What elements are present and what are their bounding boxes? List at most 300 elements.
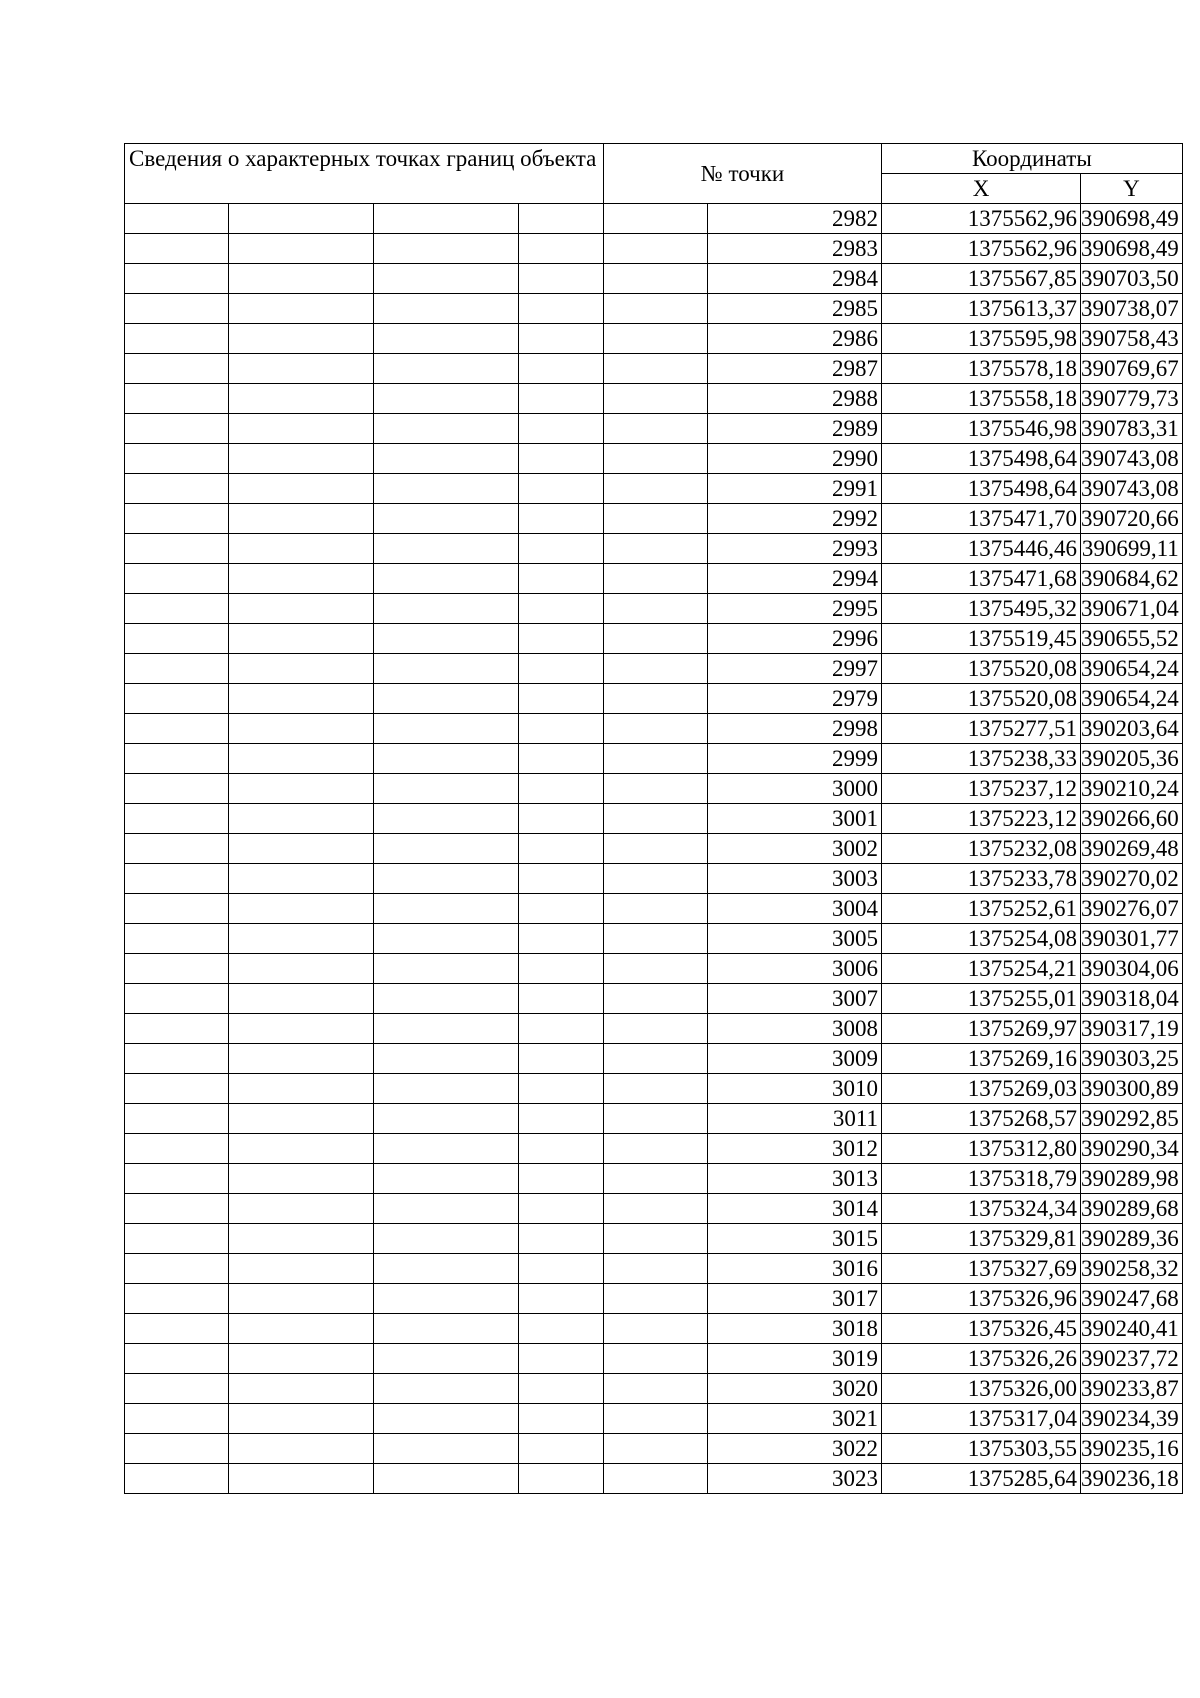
y-coordinate-cell: 390654,24 xyxy=(1081,654,1183,684)
point-number-cell: 2999 xyxy=(708,744,882,774)
empty-cell xyxy=(125,804,229,834)
table-row xyxy=(125,234,1183,264)
empty-cell xyxy=(519,534,604,564)
empty-cell xyxy=(229,1464,374,1494)
empty-cell xyxy=(229,654,374,684)
table-row xyxy=(125,1254,1183,1284)
y-coordinate-cell: 390703,50 xyxy=(1081,264,1183,294)
x-coordinate-cell: 1375567,85 xyxy=(882,264,1081,294)
table-row xyxy=(125,984,1183,1014)
y-coordinate-cell: 390235,16 xyxy=(1081,1434,1183,1464)
point-number-cell: 3019 xyxy=(708,1344,882,1374)
empty-cell xyxy=(229,1224,374,1254)
table-row xyxy=(125,594,1183,624)
table-row xyxy=(125,804,1183,834)
table-row xyxy=(125,894,1183,924)
empty-cell xyxy=(374,504,519,534)
empty-cell xyxy=(125,594,229,624)
empty-cell xyxy=(604,594,708,624)
empty-cell xyxy=(374,1254,519,1284)
y-coordinate-cell: 390290,34 xyxy=(1081,1134,1183,1164)
x-coordinate-cell: 1375558,18 xyxy=(882,384,1081,414)
y-coordinate-cell: 390205,36 xyxy=(1081,744,1183,774)
table-row xyxy=(125,774,1183,804)
empty-cell xyxy=(229,1014,374,1044)
empty-cell xyxy=(229,264,374,294)
empty-cell xyxy=(604,834,708,864)
empty-cell xyxy=(125,1224,229,1254)
empty-cell xyxy=(604,1164,708,1194)
y-coordinate-cell: 390269,48 xyxy=(1081,834,1183,864)
y-coordinate-cell: 390289,36 xyxy=(1081,1224,1183,1254)
x-coordinate-cell: 1375519,45 xyxy=(882,624,1081,654)
empty-cell xyxy=(604,354,708,384)
empty-cell xyxy=(374,414,519,444)
empty-cell xyxy=(374,444,519,474)
table-row xyxy=(125,1074,1183,1104)
empty-cell xyxy=(229,234,374,264)
x-coordinate-cell: 1375303,55 xyxy=(882,1434,1081,1464)
empty-cell xyxy=(125,1404,229,1434)
empty-cell xyxy=(125,264,229,294)
empty-cell xyxy=(229,324,374,354)
empty-cell xyxy=(125,654,229,684)
coordinates-table xyxy=(124,143,1183,1494)
point-number-cell: 2986 xyxy=(708,324,882,354)
empty-cell xyxy=(125,504,229,534)
empty-cell xyxy=(125,1164,229,1194)
empty-cell xyxy=(604,1074,708,1104)
empty-cell xyxy=(604,744,708,774)
empty-cell xyxy=(519,204,604,234)
point-number-cell: 3000 xyxy=(708,774,882,804)
empty-cell xyxy=(519,1314,604,1344)
empty-cell xyxy=(229,204,374,234)
empty-cell xyxy=(604,534,708,564)
x-coordinate-cell: 1375312,80 xyxy=(882,1134,1081,1164)
point-number-cell: 3013 xyxy=(708,1164,882,1194)
empty-cell xyxy=(519,564,604,594)
empty-cell xyxy=(229,1374,374,1404)
table-row xyxy=(125,1194,1183,1224)
empty-cell xyxy=(604,474,708,504)
empty-cell xyxy=(125,234,229,264)
empty-cell xyxy=(125,354,229,384)
empty-cell xyxy=(604,264,708,294)
empty-cell xyxy=(519,1044,604,1074)
point-number-cell: 3002 xyxy=(708,834,882,864)
empty-cell xyxy=(374,354,519,384)
empty-cell xyxy=(519,984,604,1014)
empty-cell xyxy=(125,1014,229,1044)
empty-cell xyxy=(125,924,229,954)
empty-cell xyxy=(229,954,374,984)
empty-cell xyxy=(519,264,604,294)
point-number-cell: 3006 xyxy=(708,954,882,984)
y-coordinate-cell: 390266,60 xyxy=(1081,804,1183,834)
empty-cell xyxy=(604,1434,708,1464)
point-number-cell: 3007 xyxy=(708,984,882,1014)
x-coordinate-cell: 1375255,01 xyxy=(882,984,1081,1014)
point-number-cell: 3008 xyxy=(708,1014,882,1044)
empty-cell xyxy=(604,714,708,744)
x-coordinate-cell: 1375578,18 xyxy=(882,354,1081,384)
empty-cell xyxy=(519,444,604,474)
empty-cell xyxy=(229,534,374,564)
x-coordinate-cell: 1375329,81 xyxy=(882,1224,1081,1254)
empty-cell xyxy=(229,984,374,1014)
coordinates-table-body xyxy=(125,204,1183,1494)
point-number-cell: 3009 xyxy=(708,1044,882,1074)
table-row xyxy=(125,1434,1183,1464)
table-row xyxy=(125,714,1183,744)
empty-cell xyxy=(374,1284,519,1314)
empty-cell xyxy=(519,1464,604,1494)
empty-cell xyxy=(229,504,374,534)
table-row xyxy=(125,1044,1183,1074)
x-coordinate-cell: 1375317,04 xyxy=(882,1404,1081,1434)
empty-cell xyxy=(125,414,229,444)
empty-cell xyxy=(604,234,708,264)
empty-cell xyxy=(374,1374,519,1404)
empty-cell xyxy=(519,744,604,774)
table-row xyxy=(125,954,1183,984)
y-coordinate-cell: 390289,98 xyxy=(1081,1164,1183,1194)
empty-cell xyxy=(125,774,229,804)
empty-cell xyxy=(519,624,604,654)
y-coordinate-cell: 390276,07 xyxy=(1081,894,1183,924)
empty-cell xyxy=(229,1134,374,1164)
point-number-cell: 3010 xyxy=(708,1074,882,1104)
x-coordinate-cell: 1375269,16 xyxy=(882,1044,1081,1074)
table-row xyxy=(125,684,1183,714)
point-number-cell: 3022 xyxy=(708,1434,882,1464)
x-coordinate-cell: 1375498,64 xyxy=(882,474,1081,504)
x-coordinate-cell: 1375546,98 xyxy=(882,414,1081,444)
empty-cell xyxy=(519,864,604,894)
table-row xyxy=(125,744,1183,774)
empty-cell xyxy=(519,1374,604,1404)
empty-cell xyxy=(374,864,519,894)
empty-cell xyxy=(374,1344,519,1374)
table-row xyxy=(125,474,1183,504)
empty-cell xyxy=(519,1284,604,1314)
table-row xyxy=(125,414,1183,444)
point-number-cell: 2992 xyxy=(708,504,882,534)
table-row xyxy=(125,384,1183,414)
empty-cell xyxy=(374,1224,519,1254)
empty-cell xyxy=(125,444,229,474)
table-row xyxy=(125,1014,1183,1044)
empty-cell xyxy=(229,564,374,594)
table-row xyxy=(125,1404,1183,1434)
y-coordinate-cell: 390671,04 xyxy=(1081,594,1183,624)
empty-cell xyxy=(125,894,229,924)
table-row xyxy=(125,444,1183,474)
y-coordinate-cell: 390699,11 xyxy=(1081,534,1183,564)
empty-cell xyxy=(604,894,708,924)
x-coordinate-cell: 1375498,64 xyxy=(882,444,1081,474)
table-row xyxy=(125,294,1183,324)
x-coordinate-cell: 1375471,68 xyxy=(882,564,1081,594)
table-row xyxy=(125,834,1183,864)
y-coordinate-cell: 390233,87 xyxy=(1081,1374,1183,1404)
y-coordinate-cell: 390203,64 xyxy=(1081,714,1183,744)
point-number-cell: 2983 xyxy=(708,234,882,264)
table-row xyxy=(125,534,1183,564)
table-row xyxy=(125,324,1183,354)
empty-cell xyxy=(519,684,604,714)
empty-cell xyxy=(604,774,708,804)
empty-cell xyxy=(519,654,604,684)
empty-cell xyxy=(519,594,604,624)
x-coordinate-cell: 1375446,46 xyxy=(882,534,1081,564)
empty-cell xyxy=(374,1074,519,1104)
x-coordinate-cell: 1375254,21 xyxy=(882,954,1081,984)
x-coordinate-cell: 1375277,51 xyxy=(882,714,1081,744)
x-coordinate-cell: 1375238,33 xyxy=(882,744,1081,774)
table-row xyxy=(125,564,1183,594)
empty-cell xyxy=(229,744,374,774)
empty-cell xyxy=(604,324,708,354)
y-coordinate-cell: 390769,67 xyxy=(1081,354,1183,384)
empty-cell xyxy=(604,804,708,834)
table-row xyxy=(125,504,1183,534)
empty-cell xyxy=(519,234,604,264)
empty-cell xyxy=(125,744,229,774)
empty-cell xyxy=(519,1014,604,1044)
point-number-cell: 3021 xyxy=(708,1404,882,1434)
empty-cell xyxy=(519,354,604,384)
empty-cell xyxy=(125,474,229,504)
y-coordinate-cell: 390684,62 xyxy=(1081,564,1183,594)
x-coordinate-cell: 1375595,98 xyxy=(882,324,1081,354)
empty-cell xyxy=(604,504,708,534)
empty-cell xyxy=(229,624,374,654)
empty-cell xyxy=(374,474,519,504)
point-number-cell: 2982 xyxy=(708,204,882,234)
empty-cell xyxy=(519,1104,604,1134)
x-coordinate-cell: 1375237,12 xyxy=(882,774,1081,804)
empty-cell xyxy=(519,1344,604,1374)
empty-cell xyxy=(125,1464,229,1494)
empty-cell xyxy=(374,1434,519,1464)
x-coordinate-cell: 1375285,64 xyxy=(882,1464,1081,1494)
empty-cell xyxy=(604,1194,708,1224)
empty-cell xyxy=(374,684,519,714)
y-coordinate-cell: 390303,25 xyxy=(1081,1044,1183,1074)
y-coordinate-cell: 390738,07 xyxy=(1081,294,1183,324)
empty-cell xyxy=(374,894,519,924)
point-number-cell: 3016 xyxy=(708,1254,882,1284)
empty-cell xyxy=(125,1194,229,1224)
point-number-cell: 2995 xyxy=(708,594,882,624)
empty-cell xyxy=(229,1314,374,1344)
empty-cell xyxy=(604,984,708,1014)
empty-cell xyxy=(604,1104,708,1134)
point-number-cell: 3023 xyxy=(708,1464,882,1494)
empty-cell xyxy=(519,804,604,834)
empty-cell xyxy=(374,1464,519,1494)
empty-cell xyxy=(604,1224,708,1254)
table-row xyxy=(125,1344,1183,1374)
empty-cell xyxy=(374,1014,519,1044)
y-column-header: Y xyxy=(1081,174,1183,204)
y-coordinate-cell: 390743,08 xyxy=(1081,444,1183,474)
empty-cell xyxy=(519,1074,604,1104)
x-coordinate-cell: 1375268,57 xyxy=(882,1104,1081,1134)
empty-cell xyxy=(229,1104,374,1134)
empty-cell xyxy=(604,444,708,474)
point-number-header: № точки xyxy=(604,144,882,204)
empty-cell xyxy=(125,1134,229,1164)
x-coordinate-cell: 1375562,96 xyxy=(882,234,1081,264)
empty-cell xyxy=(374,924,519,954)
empty-cell xyxy=(374,324,519,354)
empty-cell xyxy=(374,204,519,234)
point-number-cell: 2998 xyxy=(708,714,882,744)
y-coordinate-cell: 390758,43 xyxy=(1081,324,1183,354)
x-coordinate-cell: 1375254,08 xyxy=(882,924,1081,954)
empty-cell xyxy=(125,954,229,984)
empty-cell xyxy=(125,534,229,564)
empty-cell xyxy=(519,1164,604,1194)
x-coordinate-cell: 1375327,69 xyxy=(882,1254,1081,1284)
y-coordinate-cell: 390210,24 xyxy=(1081,774,1183,804)
empty-cell xyxy=(604,1284,708,1314)
empty-cell xyxy=(229,1254,374,1284)
coordinates-header: Координаты xyxy=(882,144,1183,174)
y-coordinate-cell: 390240,41 xyxy=(1081,1314,1183,1344)
empty-cell xyxy=(229,774,374,804)
empty-cell xyxy=(604,384,708,414)
empty-cell xyxy=(229,714,374,744)
empty-cell xyxy=(519,714,604,744)
y-coordinate-cell: 390270,02 xyxy=(1081,864,1183,894)
empty-cell xyxy=(229,444,374,474)
empty-cell xyxy=(604,684,708,714)
point-number-cell: 3011 xyxy=(708,1104,882,1134)
table-row xyxy=(125,1284,1183,1314)
empty-cell xyxy=(125,1284,229,1314)
empty-cell xyxy=(229,804,374,834)
empty-cell xyxy=(604,414,708,444)
empty-cell xyxy=(519,324,604,354)
point-number-cell: 2994 xyxy=(708,564,882,594)
empty-cell xyxy=(374,954,519,984)
x-coordinate-cell: 1375562,96 xyxy=(882,204,1081,234)
y-coordinate-cell: 390720,66 xyxy=(1081,504,1183,534)
y-coordinate-cell: 390698,49 xyxy=(1081,204,1183,234)
empty-cell xyxy=(229,864,374,894)
empty-cell xyxy=(604,864,708,894)
point-number-cell: 2997 xyxy=(708,654,882,684)
y-coordinate-cell: 390237,72 xyxy=(1081,1344,1183,1374)
table-row xyxy=(125,1224,1183,1254)
y-coordinate-cell: 390247,68 xyxy=(1081,1284,1183,1314)
empty-cell xyxy=(519,1254,604,1284)
empty-cell xyxy=(519,894,604,924)
empty-cell xyxy=(374,984,519,1014)
empty-cell xyxy=(604,564,708,594)
table-row xyxy=(125,204,1183,234)
y-coordinate-cell: 390743,08 xyxy=(1081,474,1183,504)
y-coordinate-cell: 390654,24 xyxy=(1081,684,1183,714)
point-number-cell: 2989 xyxy=(708,414,882,444)
empty-cell xyxy=(374,714,519,744)
y-coordinate-cell: 390236,18 xyxy=(1081,1464,1183,1494)
empty-cell xyxy=(374,654,519,684)
table-row xyxy=(125,1464,1183,1494)
empty-cell xyxy=(125,624,229,654)
empty-cell xyxy=(374,594,519,624)
empty-cell xyxy=(519,1134,604,1164)
empty-cell xyxy=(125,1344,229,1374)
empty-cell xyxy=(374,1164,519,1194)
table-row xyxy=(125,264,1183,294)
y-coordinate-cell: 390318,04 xyxy=(1081,984,1183,1014)
empty-cell xyxy=(125,294,229,324)
empty-cell xyxy=(125,1044,229,1074)
empty-cell xyxy=(604,1044,708,1074)
empty-cell xyxy=(604,1314,708,1344)
empty-cell xyxy=(125,714,229,744)
point-number-cell: 2991 xyxy=(708,474,882,504)
empty-cell xyxy=(519,384,604,414)
empty-cell xyxy=(229,1404,374,1434)
y-coordinate-cell: 390301,77 xyxy=(1081,924,1183,954)
point-number-cell: 2988 xyxy=(708,384,882,414)
x-column-header: X xyxy=(882,174,1081,204)
empty-cell xyxy=(125,684,229,714)
empty-cell xyxy=(374,1314,519,1344)
empty-cell xyxy=(229,414,374,444)
empty-cell xyxy=(125,1374,229,1404)
y-coordinate-cell: 390655,52 xyxy=(1081,624,1183,654)
empty-cell xyxy=(519,924,604,954)
y-coordinate-cell: 390779,73 xyxy=(1081,384,1183,414)
empty-cell xyxy=(519,1224,604,1254)
table-row xyxy=(125,1134,1183,1164)
empty-cell xyxy=(604,924,708,954)
table-row xyxy=(125,354,1183,384)
empty-cell xyxy=(229,384,374,414)
empty-cell xyxy=(374,264,519,294)
x-coordinate-cell: 1375495,32 xyxy=(882,594,1081,624)
empty-cell xyxy=(519,1404,604,1434)
empty-cell xyxy=(604,1344,708,1374)
empty-cell xyxy=(374,744,519,774)
x-coordinate-cell: 1375613,37 xyxy=(882,294,1081,324)
y-coordinate-cell: 390258,32 xyxy=(1081,1254,1183,1284)
empty-cell xyxy=(519,1434,604,1464)
table-row xyxy=(125,1314,1183,1344)
empty-cell xyxy=(604,654,708,684)
empty-cell xyxy=(229,1344,374,1374)
point-number-cell: 3003 xyxy=(708,864,882,894)
empty-cell xyxy=(229,474,374,504)
empty-cell xyxy=(604,1464,708,1494)
x-coordinate-cell: 1375520,08 xyxy=(882,684,1081,714)
table-row xyxy=(125,864,1183,894)
object-boundary-info-header: Сведения о характерных точках границ объекта xyxy=(125,144,604,204)
table-row xyxy=(125,654,1183,684)
empty-cell xyxy=(374,234,519,264)
empty-cell xyxy=(125,1314,229,1344)
empty-cell xyxy=(125,1104,229,1134)
x-coordinate-cell: 1375326,00 xyxy=(882,1374,1081,1404)
empty-cell xyxy=(125,1074,229,1104)
